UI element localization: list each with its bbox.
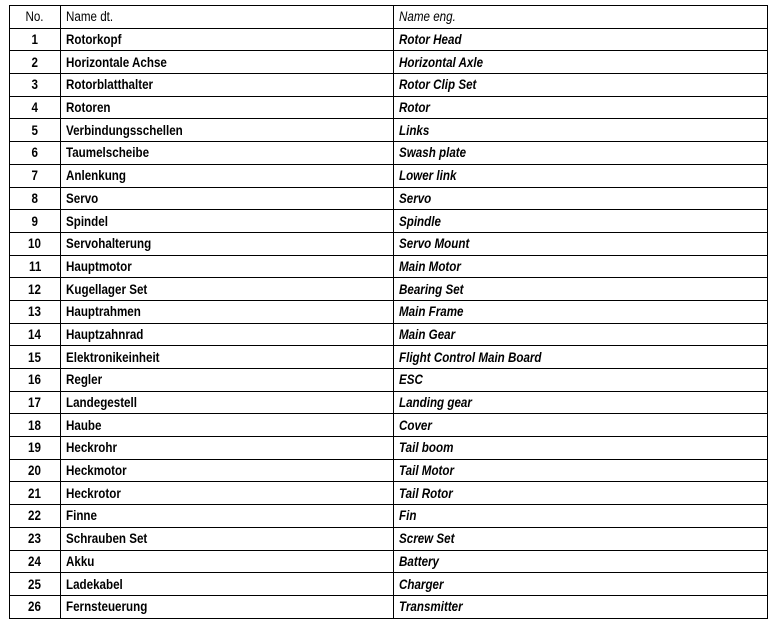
table-row xyxy=(10,437,768,460)
part-name-de: Schrauben Set xyxy=(66,531,148,547)
part-name-de: Hauptmotor xyxy=(66,258,132,274)
part-number-cell xyxy=(10,482,61,505)
part-name-en-cell xyxy=(394,210,768,233)
part-number-cell xyxy=(10,573,61,596)
part-number: 3 xyxy=(31,77,39,93)
part-number-cell xyxy=(10,437,61,460)
part-name-de: Ladekabel xyxy=(66,576,123,592)
part-name-en: Spindle xyxy=(399,213,441,229)
part-number-cell xyxy=(10,278,61,301)
part-number: 15 xyxy=(28,349,42,365)
part-name-de: Akku xyxy=(66,553,95,569)
part-name-en-cell xyxy=(394,278,768,301)
table-row xyxy=(10,573,768,596)
part-number: 8 xyxy=(31,190,39,206)
part-number: 6 xyxy=(31,145,39,161)
part-number-cell xyxy=(10,51,61,74)
part-name-en-cell xyxy=(394,482,768,505)
part-number: 24 xyxy=(28,553,42,569)
part-name-de-cell xyxy=(61,437,394,460)
header-name-de-label: Name dt. xyxy=(66,9,114,25)
part-name-de: Haube xyxy=(66,417,102,433)
part-number: 19 xyxy=(28,440,42,456)
part-number-cell xyxy=(10,414,61,437)
part-name-de: Rotorkopf xyxy=(66,32,122,48)
table-row xyxy=(10,323,768,346)
part-number-cell xyxy=(10,369,61,392)
part-name-de: Landegestell xyxy=(66,395,137,411)
part-number: 16 xyxy=(28,372,42,388)
part-name-en: Tail boom xyxy=(399,440,454,456)
part-name-en: Battery xyxy=(399,553,440,569)
part-name-de: Servo xyxy=(66,190,99,206)
table-row xyxy=(10,187,768,210)
part-number-cell xyxy=(10,187,61,210)
part-name-de-cell xyxy=(61,550,394,573)
part-number-cell xyxy=(10,346,61,369)
table-row xyxy=(10,459,768,482)
part-name-en: Swash plate xyxy=(399,145,467,161)
part-number: 7 xyxy=(31,168,39,184)
part-number: 10 xyxy=(28,236,42,252)
header-name-en xyxy=(394,6,768,29)
part-name-de-cell xyxy=(61,595,394,618)
table-row xyxy=(10,300,768,323)
table-row xyxy=(10,119,768,142)
part-number-cell xyxy=(10,255,61,278)
part-name-de-cell xyxy=(61,459,394,482)
part-name-de-cell xyxy=(61,573,394,596)
part-number: 12 xyxy=(28,281,42,297)
part-name-en: Main Gear xyxy=(399,326,456,342)
table-row xyxy=(10,505,768,528)
parts-table-body xyxy=(10,28,768,618)
part-number: 5 xyxy=(31,122,39,138)
part-name-de: Anlenkung xyxy=(66,168,126,184)
part-name-en: Cover xyxy=(399,417,432,433)
part-name-en-cell xyxy=(394,414,768,437)
part-name-en: Flight Control Main Board xyxy=(399,349,542,365)
table-row xyxy=(10,255,768,278)
part-name-en-cell xyxy=(394,550,768,573)
part-name-de: Finne xyxy=(66,508,97,524)
part-name-de: Rotorblatthalter xyxy=(66,77,154,93)
table-row xyxy=(10,278,768,301)
part-number-cell xyxy=(10,550,61,573)
part-name-en: Main Motor xyxy=(399,258,461,274)
part-number-cell xyxy=(10,527,61,550)
part-name-de-cell xyxy=(61,119,394,142)
table-row xyxy=(10,527,768,550)
part-name-en: Transmitter xyxy=(399,599,463,615)
part-name-de: Taumelscheibe xyxy=(66,145,150,161)
part-name-de-cell xyxy=(61,482,394,505)
part-name-de-cell xyxy=(61,505,394,528)
part-name-en: Rotor Clip Set xyxy=(399,77,477,93)
part-name-en-cell xyxy=(394,119,768,142)
part-number-cell xyxy=(10,391,61,414)
part-name-en-cell xyxy=(394,255,768,278)
part-name-en: Main Frame xyxy=(399,304,464,320)
table-row xyxy=(10,28,768,51)
part-name-en: Rotor Head xyxy=(399,32,462,48)
part-name-en: Links xyxy=(399,122,430,138)
part-name-en: Rotor xyxy=(399,100,430,116)
parts-table xyxy=(9,5,768,619)
table-row xyxy=(10,482,768,505)
header-no-label: No. xyxy=(25,9,45,25)
part-name-en-cell xyxy=(394,164,768,187)
part-name-en: Servo Mount xyxy=(399,236,470,252)
part-name-en-cell xyxy=(394,300,768,323)
part-name-en-cell xyxy=(394,346,768,369)
table-row xyxy=(10,550,768,573)
table-row xyxy=(10,142,768,165)
part-name-de-cell xyxy=(61,300,394,323)
part-name-en-cell xyxy=(394,51,768,74)
table-row xyxy=(10,346,768,369)
part-number: 2 xyxy=(31,54,39,70)
part-number-cell xyxy=(10,323,61,346)
part-name-de-cell xyxy=(61,346,394,369)
part-number-cell xyxy=(10,96,61,119)
part-number: 14 xyxy=(28,326,42,342)
part-name-de: Kugellager Set xyxy=(66,281,148,297)
table-row xyxy=(10,51,768,74)
part-name-de-cell xyxy=(61,164,394,187)
part-number-cell xyxy=(10,164,61,187)
part-name-de-cell xyxy=(61,74,394,97)
part-name-en-cell xyxy=(394,96,768,119)
part-name-de-cell xyxy=(61,391,394,414)
table-row xyxy=(10,232,768,255)
part-name-en-cell xyxy=(394,391,768,414)
part-number: 1 xyxy=(31,32,39,48)
part-name-de: Spindel xyxy=(66,213,108,229)
part-name-en-cell xyxy=(394,74,768,97)
parts-table-header xyxy=(10,6,768,29)
part-number: 22 xyxy=(28,508,42,524)
header-row xyxy=(10,6,768,29)
part-name-de: Fernsteuerung xyxy=(66,599,148,615)
part-name-de-cell xyxy=(61,28,394,51)
part-name-de: Horizontale Achse xyxy=(66,54,167,70)
part-name-en-cell xyxy=(394,187,768,210)
part-name-en: Servo xyxy=(399,190,432,206)
part-name-en-cell xyxy=(394,232,768,255)
part-name-de-cell xyxy=(61,527,394,550)
part-name-en-cell xyxy=(394,323,768,346)
part-name-de: Verbindungsschellen xyxy=(66,122,183,138)
part-number: 20 xyxy=(28,463,42,479)
part-name-en: Tail Rotor xyxy=(399,485,453,501)
part-name-de-cell xyxy=(61,369,394,392)
part-number-cell xyxy=(10,119,61,142)
table-row xyxy=(10,391,768,414)
header-name-en-label: Name eng. xyxy=(399,9,456,25)
table-row xyxy=(10,164,768,187)
part-number: 9 xyxy=(31,213,39,229)
part-name-de: Heckmotor xyxy=(66,463,127,479)
part-number-cell xyxy=(10,142,61,165)
part-name-en: Fin xyxy=(399,508,417,524)
part-number: 21 xyxy=(28,485,42,501)
part-number-cell xyxy=(10,74,61,97)
part-name-de: Regler xyxy=(66,372,103,388)
part-name-de-cell xyxy=(61,278,394,301)
part-name-de: Heckrotor xyxy=(66,485,121,501)
part-number: 25 xyxy=(28,576,42,592)
table-row xyxy=(10,96,768,119)
table-row xyxy=(10,210,768,233)
part-name-de: Elektronikeinheit xyxy=(66,349,160,365)
header-no xyxy=(10,6,61,29)
part-name-en: Lower link xyxy=(399,168,457,184)
part-name-de-cell xyxy=(61,210,394,233)
part-name-de-cell xyxy=(61,187,394,210)
part-name-en-cell xyxy=(394,142,768,165)
part-name-de-cell xyxy=(61,142,394,165)
part-name-de: Heckrohr xyxy=(66,440,117,456)
part-number: 17 xyxy=(28,395,42,411)
part-number-cell xyxy=(10,459,61,482)
part-name-en: Landing gear xyxy=(399,395,472,411)
part-name-en-cell xyxy=(394,573,768,596)
part-name-en-cell xyxy=(394,595,768,618)
part-number-cell xyxy=(10,300,61,323)
part-number: 26 xyxy=(28,599,42,615)
part-name-de-cell xyxy=(61,414,394,437)
table-row xyxy=(10,74,768,97)
part-name-de-cell xyxy=(61,323,394,346)
part-name-de: Servohalterung xyxy=(66,236,152,252)
part-name-de-cell xyxy=(61,255,394,278)
part-name-de: Rotoren xyxy=(66,100,111,116)
part-number: 13 xyxy=(28,304,42,320)
part-number-cell xyxy=(10,232,61,255)
part-number: 23 xyxy=(28,531,42,547)
part-name-en: ESC xyxy=(399,372,423,388)
part-name-en-cell xyxy=(394,369,768,392)
header-name-de xyxy=(61,6,394,29)
table-row xyxy=(10,369,768,392)
part-number-cell xyxy=(10,595,61,618)
part-number-cell xyxy=(10,28,61,51)
part-name-en: Horizontal Axle xyxy=(399,54,484,70)
part-name-de-cell xyxy=(61,232,394,255)
part-number: 4 xyxy=(31,100,39,116)
part-name-en-cell xyxy=(394,527,768,550)
part-name-de: Hauptzahnrad xyxy=(66,326,144,342)
part-name-de-cell xyxy=(61,96,394,119)
part-name-en: Charger xyxy=(399,576,444,592)
table-row xyxy=(10,595,768,618)
part-name-en-cell xyxy=(394,459,768,482)
part-number-cell xyxy=(10,505,61,528)
part-name-en: Tail Motor xyxy=(399,463,455,479)
part-name-de-cell xyxy=(61,51,394,74)
part-name-en-cell xyxy=(394,505,768,528)
part-name-de: Hauptrahmen xyxy=(66,304,141,320)
part-number-cell xyxy=(10,210,61,233)
part-number: 18 xyxy=(28,417,42,433)
part-name-en: Screw Set xyxy=(399,531,455,547)
part-name-en: Bearing Set xyxy=(399,281,464,297)
part-number: 11 xyxy=(28,258,42,274)
part-name-en-cell xyxy=(394,28,768,51)
part-name-en-cell xyxy=(394,437,768,460)
table-row xyxy=(10,414,768,437)
